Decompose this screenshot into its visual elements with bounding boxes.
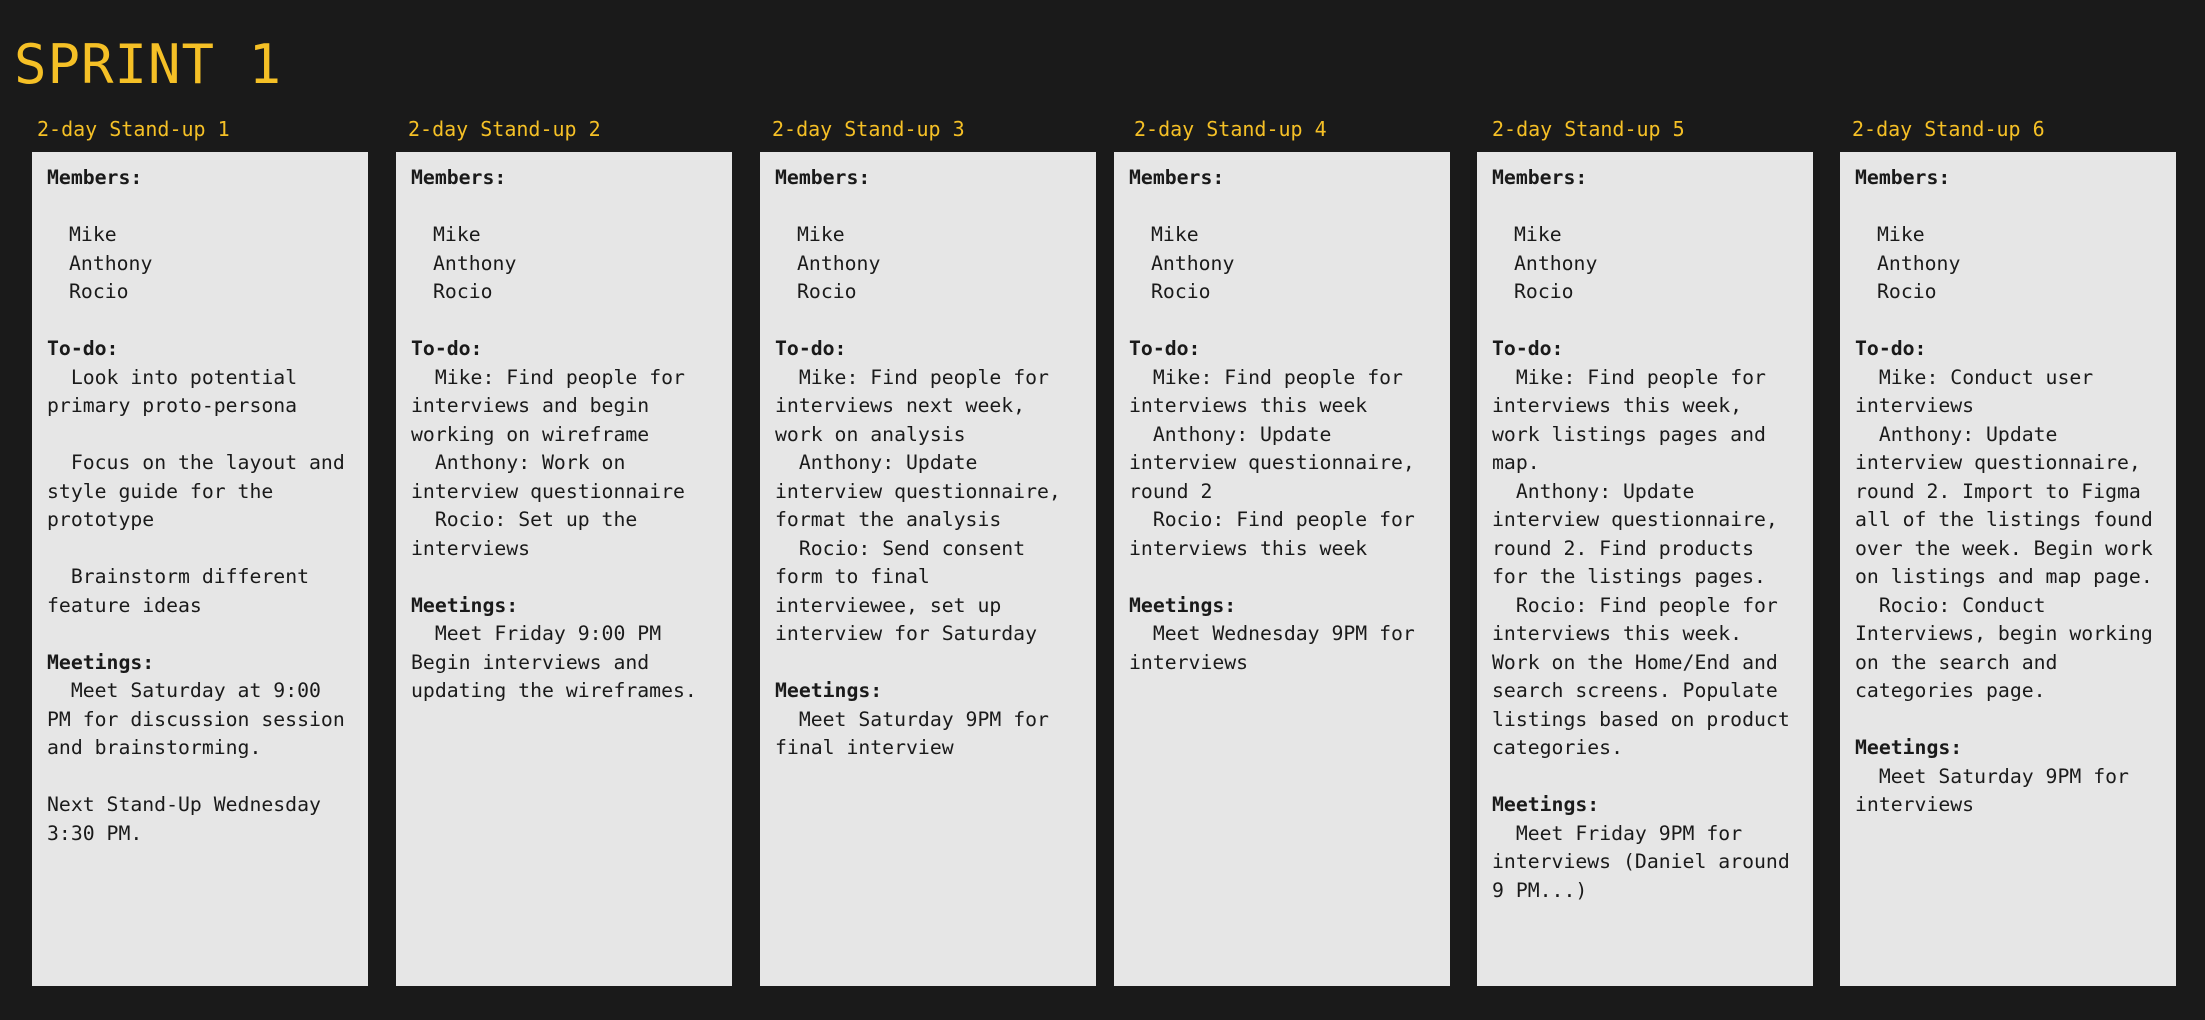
blank-line xyxy=(47,763,353,792)
card-text-line: Rocio: Send consent form to final interviewee, set up interview for Saturday xyxy=(775,536,1038,645)
section-heading: Meetings: xyxy=(1492,793,1600,816)
blank-line xyxy=(775,307,1081,336)
card-text-line: Meet Saturday at 9:00 PM for discussion session and brainstorming. xyxy=(47,679,357,759)
standup-column-1 xyxy=(32,114,368,986)
standup-column-5 xyxy=(1477,114,1813,986)
card-text-line: Meet Saturday 9PM for interviews xyxy=(1855,764,2141,816)
blank-line xyxy=(47,193,353,222)
card-text-line: Focus on the layout and style guide for the prototype xyxy=(47,451,357,531)
card-text-line: Meet Friday 9PM for interviews (Daniel around 9 PM...) xyxy=(1492,821,1802,902)
blank-line xyxy=(1492,763,1798,792)
member-name: Mike xyxy=(69,223,117,246)
section-heading: Members: xyxy=(1492,166,1588,189)
card-text-line: Mike: Conduct user interviews xyxy=(1855,365,2106,417)
card-text-line: Mike: Find people for interviews this week xyxy=(1129,365,1415,417)
section-heading: To-do: xyxy=(1492,337,1564,360)
member-name: Mike xyxy=(1514,223,1562,246)
member-name: Mike xyxy=(1151,223,1199,246)
member-name: Mike xyxy=(1877,223,1925,246)
blank-line xyxy=(47,620,353,649)
blank-line xyxy=(1855,193,2161,222)
blank-line xyxy=(411,563,717,592)
section-heading: To-do: xyxy=(1129,337,1201,360)
card-text-line: Anthony: Update interview questionnaire, round 2. Find products for the listings pages. xyxy=(1492,479,1790,588)
blank-line xyxy=(47,421,353,450)
standup-card[interactable] xyxy=(1840,152,2176,986)
card-text-line: Brainstorm different feature ideas xyxy=(47,565,321,617)
blank-line xyxy=(1129,307,1435,336)
blank-line xyxy=(1492,193,1798,222)
member-name: Rocio xyxy=(69,280,129,303)
standup-heading: 2-day Stand-up 1 xyxy=(37,117,230,141)
card-text-line: Rocio: Find people for interviews this week xyxy=(1129,508,1427,560)
section-heading: Meetings: xyxy=(1855,736,1963,759)
standup-column-4 xyxy=(1114,114,1450,986)
card-text-line: Mike: Find people for interviews next week, work on analysis xyxy=(775,365,1061,446)
card-text-line: Look into potential primary proto-persona xyxy=(47,365,310,417)
card-text-line: Rocio: Find people for interviews this week. xyxy=(1492,593,1790,645)
standup-card[interactable] xyxy=(1114,152,1450,986)
section-heading: Members: xyxy=(47,166,143,189)
blank-line xyxy=(1129,563,1435,592)
card-text-line: Anthony: Update interview questionnaire, format the analysis xyxy=(775,451,1073,531)
blank-line xyxy=(1129,193,1435,222)
card-text-line: Meet Wednesday 9PM for interviews xyxy=(1129,622,1427,674)
sprint-title: SPRINT 1 xyxy=(14,33,283,96)
standup-heading: 2-day Stand-up 4 xyxy=(1134,117,1327,141)
section-heading: To-do: xyxy=(411,337,483,360)
card-text-line: Mike: Find people for interviews this week, work listings pages and map. xyxy=(1492,365,1778,474)
blank-line xyxy=(47,307,353,336)
member-name: Anthony xyxy=(797,251,881,275)
card-text-line: Meet Friday 9:00 PM Begin interviews and updating the wireframes. xyxy=(411,622,697,702)
blank-line xyxy=(1492,307,1798,336)
blank-line xyxy=(1855,307,2161,336)
blank-line xyxy=(775,649,1081,678)
blank-line xyxy=(1855,706,2161,735)
card-text-line: Rocio: Conduct Interviews, begin working on the search and categories page. xyxy=(1855,593,2165,702)
section-heading: To-do: xyxy=(47,337,119,360)
section-heading: Meetings: xyxy=(1129,593,1237,617)
member-name: Rocio xyxy=(797,280,857,303)
member-name: Rocio xyxy=(433,280,493,303)
section-heading: To-do: xyxy=(775,337,847,360)
standup-card[interactable] xyxy=(760,152,1096,986)
blank-line xyxy=(411,193,717,222)
section-heading: Meetings: xyxy=(47,650,155,674)
section-heading: Members: xyxy=(1129,166,1225,189)
card-text-line: Mike: Find people for interviews and begin working on wireframe xyxy=(411,365,697,446)
section-heading: Members: xyxy=(775,166,871,189)
standup-column-2 xyxy=(396,114,732,986)
standup-heading: 2-day Stand-up 5 xyxy=(1492,117,1685,141)
card-text-line: Rocio: Set up the interviews xyxy=(411,508,650,560)
section-heading: To-do: xyxy=(1855,337,1927,360)
member-name: Rocio xyxy=(1151,280,1211,303)
standup-card[interactable] xyxy=(32,152,368,986)
section-heading: Meetings: xyxy=(775,679,883,702)
section-heading: Members: xyxy=(1855,166,1951,189)
member-name: Rocio xyxy=(1877,280,1937,303)
standup-heading: 2-day Stand-up 3 xyxy=(772,117,965,141)
standup-heading: 2-day Stand-up 2 xyxy=(408,117,601,141)
member-name: Anthony xyxy=(1151,251,1235,275)
card-text-line: Anthony: Work on interview questionnaire xyxy=(411,451,685,503)
standup-column-6 xyxy=(1840,114,2176,986)
card-text-line: Work on the Home/End and search screens. Populate listings based on product categories. xyxy=(1492,650,1802,759)
blank-line xyxy=(47,535,353,564)
blank-line xyxy=(775,193,1081,222)
member-name: Anthony xyxy=(433,251,517,275)
section-heading: Members: xyxy=(411,166,507,189)
member-name: Rocio xyxy=(1514,280,1574,303)
standup-heading: 2-day Stand-up 6 xyxy=(1852,117,2045,141)
member-name: Mike xyxy=(433,223,481,246)
card-text-line: Anthony: Update interview questionnaire, round 2 xyxy=(1129,422,1427,503)
member-name: Anthony xyxy=(1877,251,1961,275)
section-heading: Meetings: xyxy=(411,593,519,617)
card-text-line: Meet Saturday 9PM for final interview xyxy=(775,707,1061,759)
standup-card[interactable] xyxy=(396,152,732,986)
blank-line xyxy=(411,307,717,336)
card-text-line: Anthony: Update interview questionnaire, round 2. Import to Figma all of the listings found over the week. Begin work on listings and map page. xyxy=(1855,422,2165,588)
standup-column-3 xyxy=(760,114,1096,986)
member-name: Anthony xyxy=(1514,251,1598,275)
member-name: Mike xyxy=(797,223,845,246)
standup-card[interactable] xyxy=(1477,152,1813,986)
member-name: Anthony xyxy=(69,251,153,275)
card-text-line: Next Stand-Up Wednesday 3:30 PM. xyxy=(47,793,333,845)
